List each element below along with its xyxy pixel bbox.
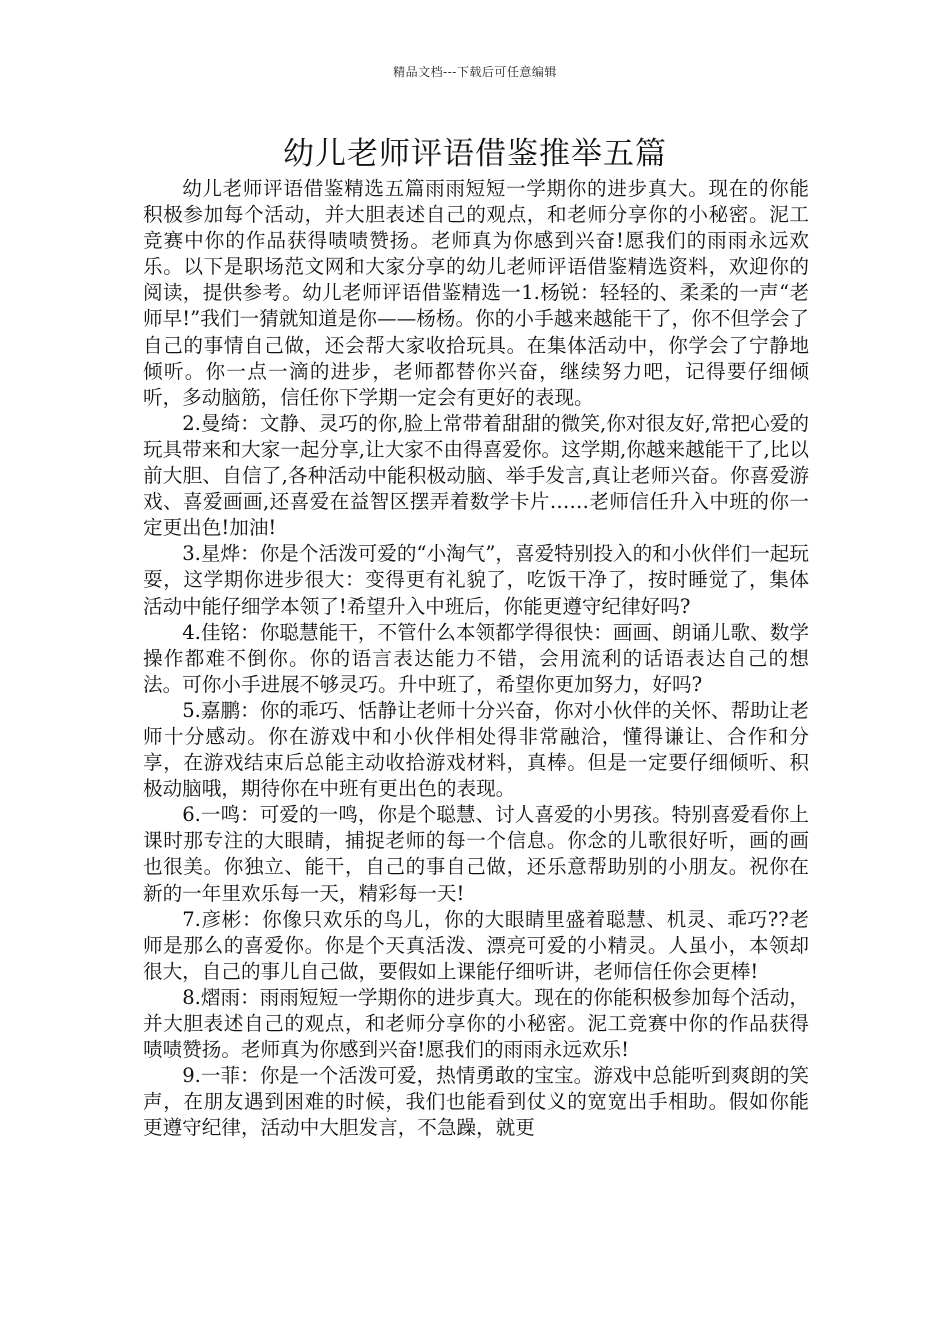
paragraph-7: 7.彦彬：你像只欢乐的鸟儿，你的大眼睛里盛着聪慧、机灵、乖巧??老师是那么的喜爱你。你是个天真活泼、漂亮可爱的小精灵。人虽小，本领却很大，自己的事儿自己做，要假如上课能仔细听讲，老师信任你会更棒! bbox=[143, 907, 809, 983]
document-body bbox=[143, 176, 809, 1141]
paragraph-5: 5.嘉鹏：你的乖巧、恬静让老师十分兴奋，你对小伙伴的关怀、帮助让老师十分感动。你在游戏中和小伙伴相处得非常融洽，懂得谦让、合作和分享，在游戏结束后总能主动收拾游戏材料，真棒。但是一定要仔细倾听、积极动脑哦，期待你在中班有更出色的表现。 bbox=[143, 698, 809, 801]
document-title: 幼儿老师评语借鉴推举五篇 bbox=[283, 136, 667, 172]
header-note: 精品文档---下载后可任意编辑 bbox=[393, 65, 557, 79]
paragraph-8: 8.熠雨：雨雨短短一学期你的进步真大。现在的你能积极参加每个活动，并大胆表述自己的观点，和老师分享你的小秘密。泥工竞赛中你的作品获得啧啧赞扬。老师真为你感到兴奋!愿我们的雨雨永远欢乐! bbox=[143, 985, 809, 1062]
paragraph-3: 3.星烨：你是个活泼可爱的“小淘气”，喜爱特别投入的和小伙伴们一起玩耍，这学期你进步很大：变得更有礼貌了，吃饭干净了，按时睡觉了，集体活动中能仔细学本领了!希望升入中班后，你能更遵守纪律好吗? bbox=[143, 542, 809, 618]
paragraph-6: 6.一鸣：可爱的一鸣，你是个聪慧、讨人喜爱的小男孩。特别喜爱看你上课时那专注的大眼睛，捕捉老师的每一个信息。你念的儿歌很好听，画的画也很美。你独立、能干，自己的事自己做，还乐意帮助别的小朋友。祝你在新的一年里欢乐每一天，精彩每一天! bbox=[143, 803, 809, 905]
paragraph-4: 4.佳铭：你聪慧能干，不管什么本领都学得很快：画画、朗诵儿歌、数学操作都难不倒你。你的语言表达能力不错，会用流利的话语表达自己的想法。可你小手进展不够灵巧。升中班了，希望你更加努力，好吗? bbox=[143, 620, 809, 696]
paragraph-intro: 幼儿老师评语借鉴精选五篇雨雨短短一学期你的进步真大。现在的你能积极参加每个活动，并大胆表述自己的观点，和老师分享你的小秘密。泥工竞赛中你的作品获得啧啧赞扬。老师真为你感到兴奋!愿我们的雨雨永远欢乐。以下是职场范文网和大家分享的幼儿老师评语借鉴精选资料，欢迎你的阅读，提供参考。幼儿老师评语借鉴精选一1.杨锐：轻轻的、柔柔的一声“老师早!”我们一猜就知道是你——杨杨。你的小手越来越能干了，你不但学会了自己的事情自己做，还会帮大家收拾玩具。在集体活动中，你学会了宁静地倾听。你一点一滴的进步，老师都替你兴奋，继续努力吧，记得要仔细倾听，多动脑筋，信任你下学期一定会有更好的表现。 bbox=[143, 177, 809, 409]
paragraph-9: 9.一菲：你是一个活泼可爱，热情勇敢的宝宝。游戏中总能听到爽朗的笑声，在朋友遇到困难的时候，我们也能看到仗义的宽宽出手相助。假如你能更遵守纪律，活动中大胆发言，不急躁，就更 bbox=[143, 1064, 809, 1140]
paragraph-2: 2.曼绮：文静、灵巧的你,脸上常带着甜甜的微笑,你对很友好,常把心爱的玩具带来和大家一起分享,让大家不由得喜爱你。这学期,你越来越能干了,比以前大胆、自信了,各种活动中能积极动脑、举手发言,真让老师兴奋。你喜爱游戏、喜爱画画,还喜爱在益智区摆弄着数学卡片……老师信任升入中班的你一定更出色!加油! bbox=[143, 411, 809, 540]
